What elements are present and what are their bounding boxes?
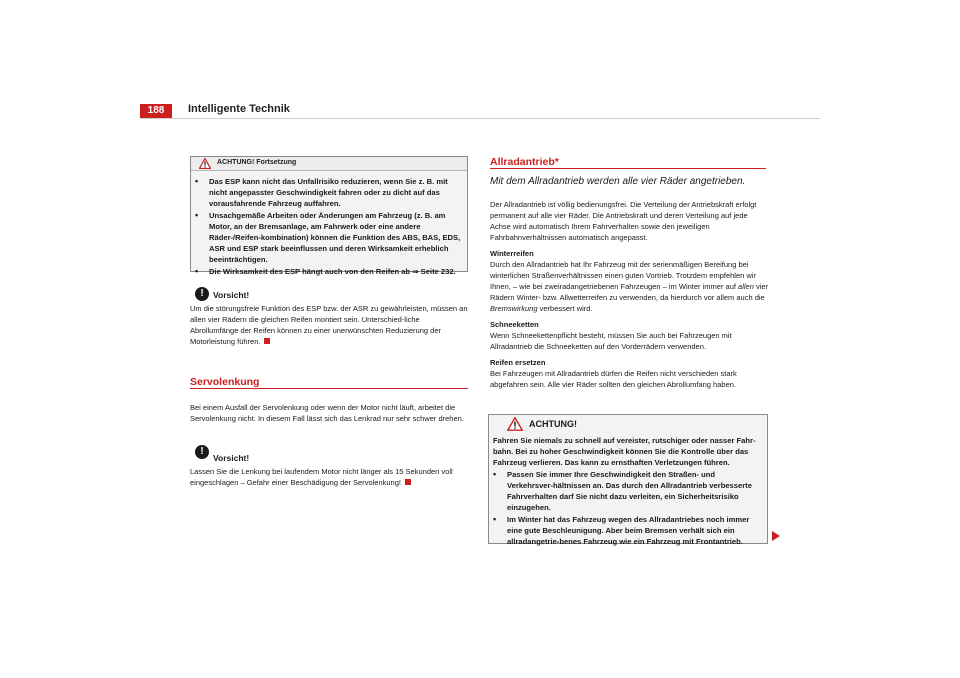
text-part: vier Rädern Winter- bzw. Allwetterreifen zu verwenden, da hierdurch vor allem auch die: [490, 282, 769, 302]
continue-arrow-icon: [772, 531, 780, 541]
section-title-servolenkung: Servolenkung: [190, 376, 260, 388]
section-rule: [190, 388, 468, 389]
emphasis: allen: [738, 282, 754, 291]
schneeketten-heading: Schneeketten: [490, 320, 539, 329]
warning-item: • Passen Sie immer Ihre Geschwindigkeit den Straßen- und Verkehrsver-hältnissen an. Das durch den Allradantrieb verbesserte Fahrverhalten darf Sie nicht dazu verleiten, ein Sicherheitsrisiko einzugehen.: [493, 469, 763, 513]
header-divider: [140, 118, 820, 119]
reifen-ersetzen-text: Bei Fahrzeugen mit Allradantrieb dürfen die Reifen nicht verschieden stark abgefahren sein. Alle vier Räder sollten den gleichen Abrollumfang haben.: [490, 369, 737, 389]
schneeketten-text: Wenn Schneekettenpflicht besteht, müssen Sie auch bei Fahrzeugen mit Allradantrieb die Schneeketten auf den Vorderrädern verwenden.: [490, 331, 732, 351]
section-subtitle: Mit dem Allradantrieb werden alle vier Räder angetrieben.: [490, 176, 746, 187]
winterreifen-text: [490, 259, 770, 314]
caution-body: Um die störungsfreie Funktion des ESP bzw. der ASR zu gewährleisten, müssen an allen vier Rädern die gleichen Reifen montiert sein. Unterschied-liche Abrollumfänge der Reifen können zu einer unerwünschten Reduzierung der Motorleistung führen.: [190, 304, 468, 346]
emphasis: Bremswirkung: [490, 304, 538, 313]
page-number: 188: [140, 104, 172, 118]
warning-box-continued: [190, 156, 468, 276]
warning-item: • Im Winter hat das Fahrzeug wegen des Allradantriebes noch immer eine gute Beschleunigung. Aber beim Bremsen verhält sich ein allradangetrie-benes Fahrzeug wie ein Fahrzeug mit Frontantrieb.: [493, 514, 763, 547]
section-rule: [490, 168, 766, 169]
caution-body: Lassen Sie die Lenkung bei laufendem Motor nicht länger als 15 Sekunden voll eingeschlagen – Gefahr einer Beschädigung der Servolenkung!: [190, 467, 453, 487]
text-part: verbessert wird.: [537, 304, 593, 313]
warning-box-header: [191, 157, 467, 171]
section-title-allradantrieb: Allradantrieb*: [490, 156, 559, 168]
end-marker: [264, 338, 270, 344]
warning-item: • Unsachgemäße Arbeiten oder Änderungen am Fahrzeug (z. B. am Motor, an der Bremsanlage, am Fahrwerk oder eine andere Räder-/Reifen-kombination) können die Funktion des ABS, BAS, EDS, ASR und ESP stark beeinflussen und deren Wirksamkeit erheblich beeinträchtigen.: [195, 210, 463, 265]
warning-triangle-icon: [199, 158, 211, 169]
warning-box-label: ACHTUNG!: [529, 419, 577, 429]
allrad-text: [490, 199, 770, 390]
end-marker: [405, 479, 411, 485]
allrad-intro: Der Allradantrieb ist völlig bedienungsfrei. Die Verteilung der Antriebskraft erfolgt permanent auf alle vier Räder. Die Antriebskraft und deren Verteilung auf jede Achse wird automatisch Ihrem Fahrverhalten sowie den jeweiligen Fahrbahnverhältnissen automatisch angepasst.: [490, 200, 757, 242]
servolenkung-body: Bei einem Ausfall der Servolenkung oder wenn der Motor nicht läuft, arbeitet die Servolenkung nicht. In diesem Fall lässt sich das Lenkrad nur sehr schwer drehen.: [190, 403, 464, 423]
warning-lead: Fahren Sie niemals zu schnell auf vereister, rutschiger oder nasser Fahr-bahn. Bei zu hoher Geschwindigkeit können Sie die Kontrolle über das Fahrzeug verlieren. Das kann zu ernsthaften Verletzungen führen.: [493, 436, 756, 467]
page-header-title: Intelligente Technik: [188, 103, 290, 115]
caution-icon: !: [195, 287, 209, 301]
warning-box-label: ACHTUNG! Fortsetzung: [217, 159, 297, 166]
warning-box-header: [489, 415, 767, 433]
warning-item: • Das ESP kann nicht das Unfallrisiko reduzieren, wenn Sie z. B. mit nicht angepasster Geschwindigkeit fahren oder zu dicht auf das vorausfahrende Fahrzeug auffahren.: [195, 176, 463, 209]
warning-box: [488, 414, 768, 544]
caution-title: Vorsicht!: [213, 453, 250, 463]
caution-text: [190, 466, 470, 488]
warning-triangle-icon: [507, 417, 523, 431]
caution-title: Vorsicht!: [213, 290, 250, 300]
reifen-ersetzen-heading: Reifen ersetzen: [490, 358, 546, 367]
servolenkung-text: [190, 402, 470, 424]
caution-icon: !: [195, 445, 209, 459]
winterreifen-heading: Winterreifen: [490, 249, 534, 258]
caution-text: [190, 303, 468, 347]
text-part: Durch den Allradantrieb hat Ihr Fahrzeug mit der serienmäßigen Bereifung bei winterlichen Straßenverhältnissen einen guten Vortrieb. Trotzdem empfehlen wir Ihnen, – wie bei zweiradangetriebenen Fahrzeugen – im Winter immer auf: [490, 260, 756, 291]
warning-item: • Die Wirksamkeit des ESP hängt auch von den Reifen ab ⇒ Seite 232.: [195, 266, 463, 277]
